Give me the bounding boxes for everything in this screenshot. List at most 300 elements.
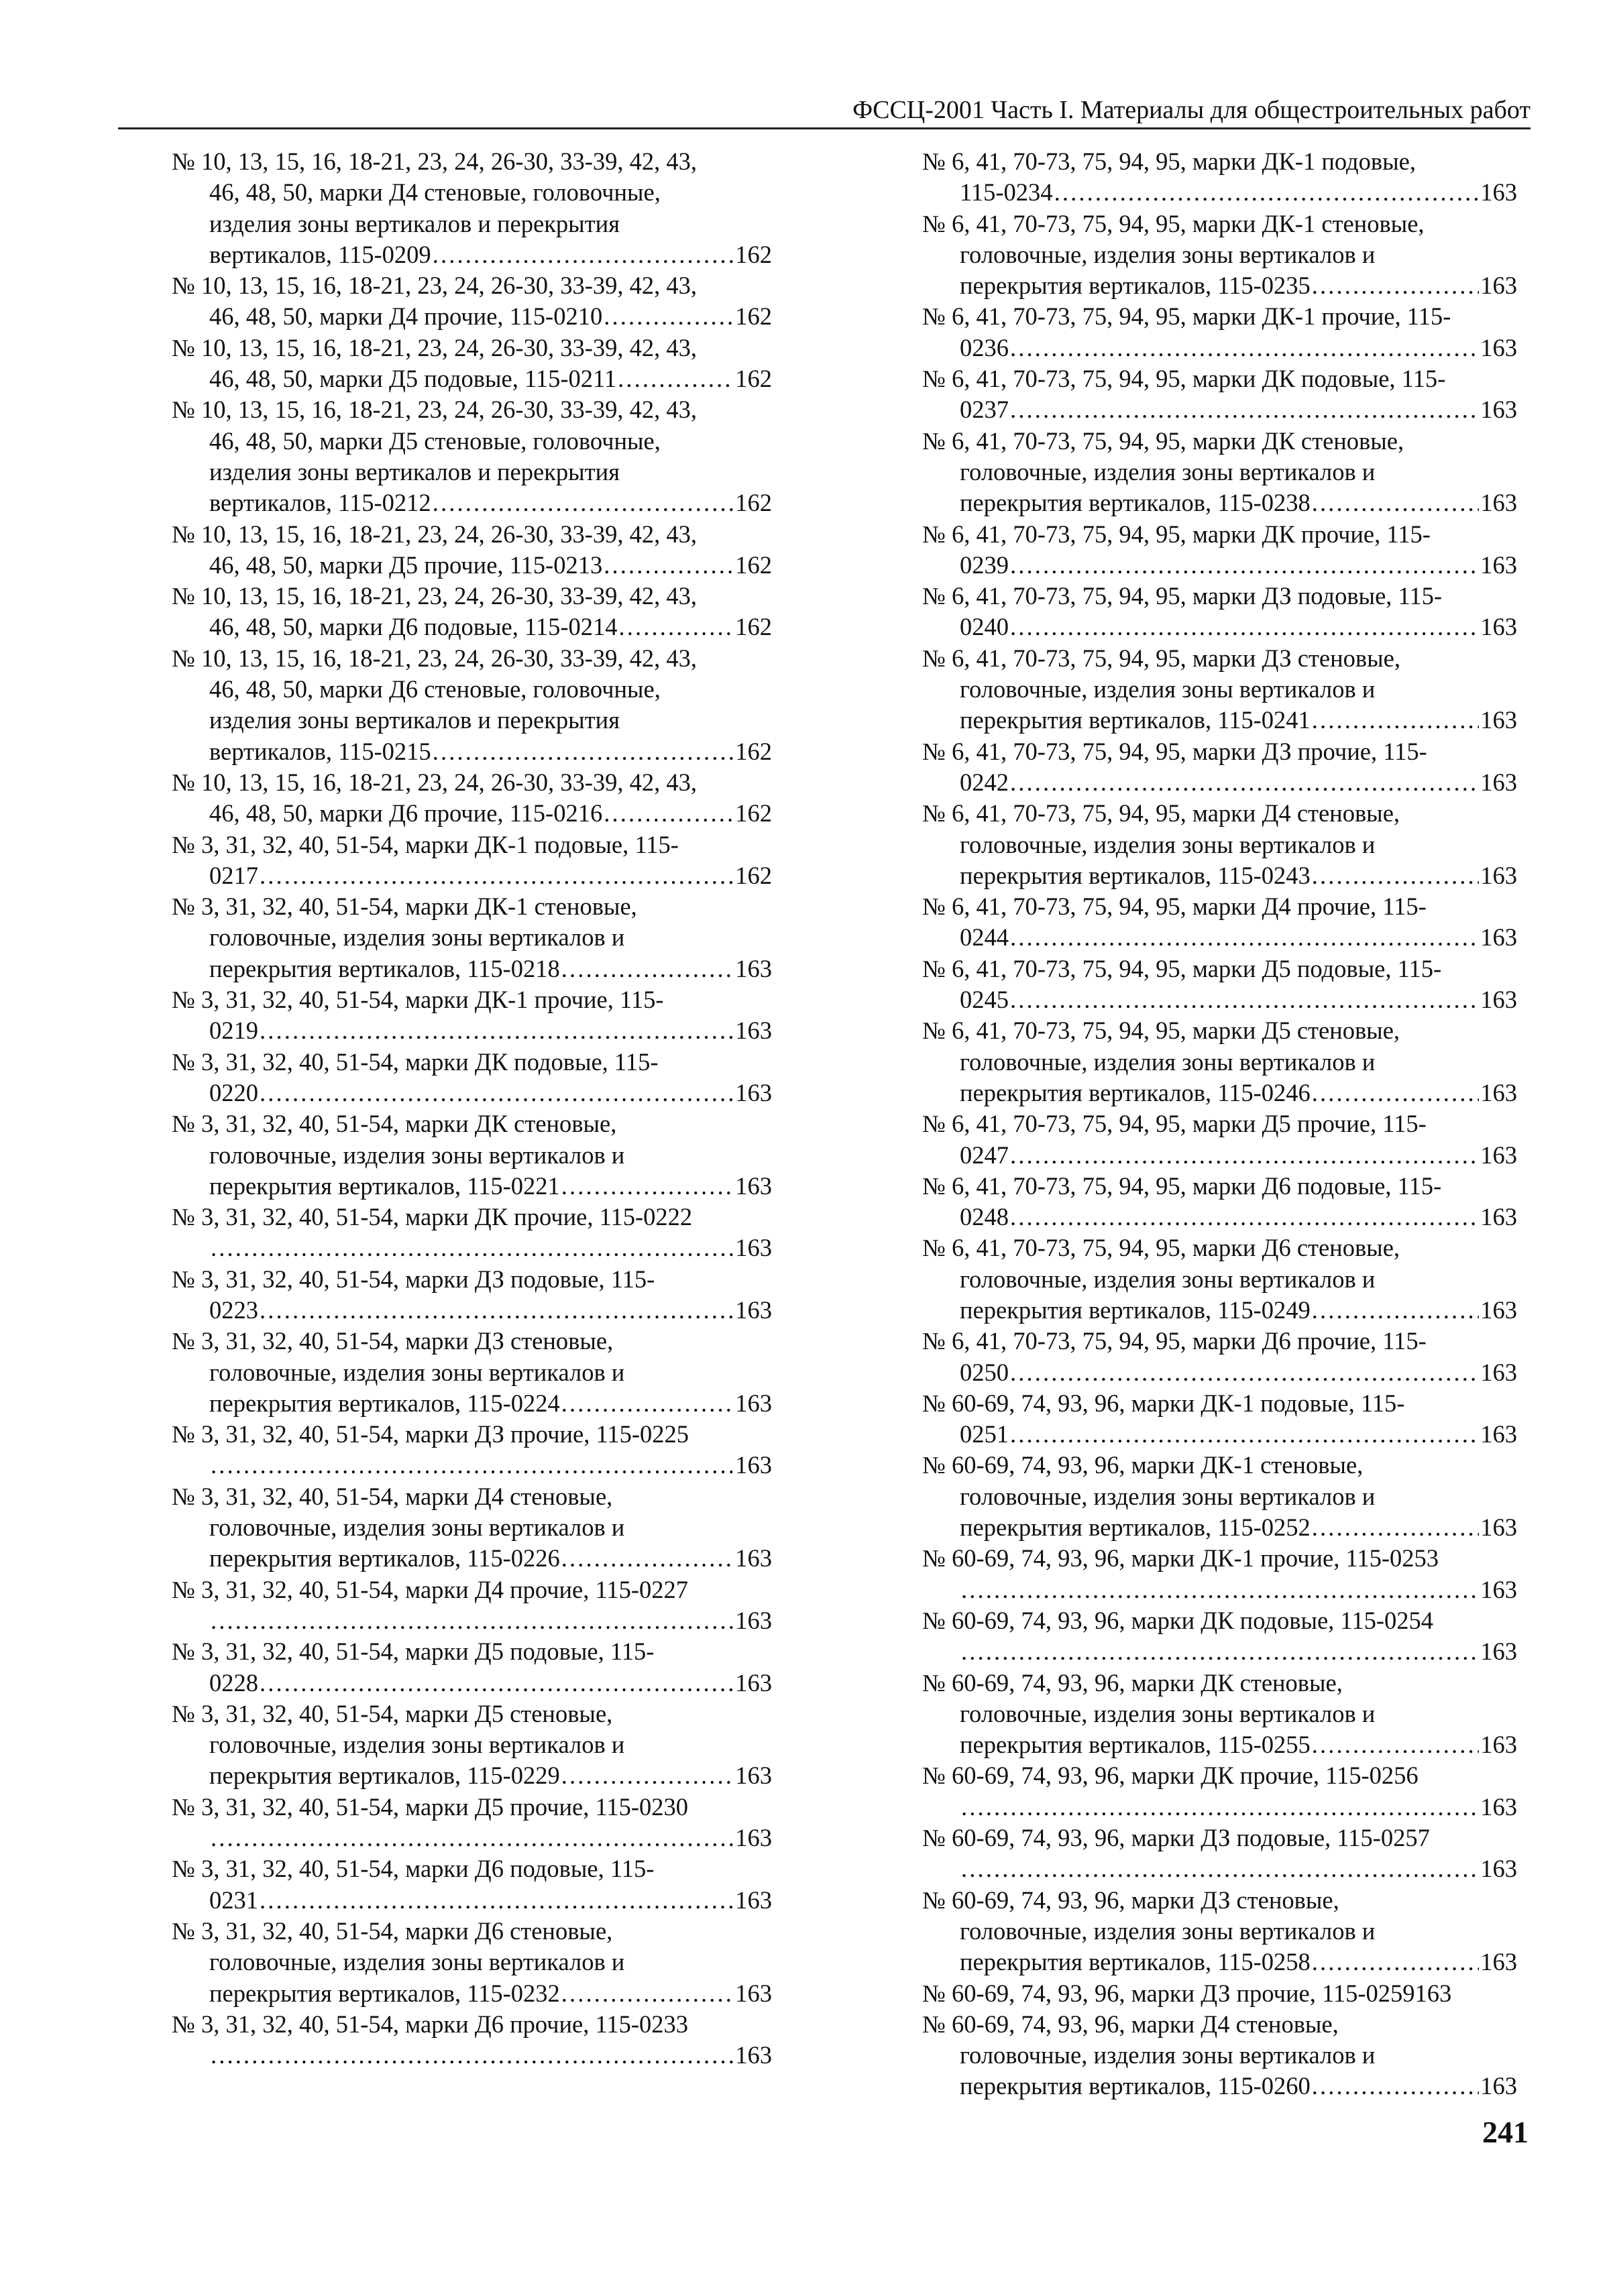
leader-dots <box>1010 394 1479 425</box>
leader-dots <box>211 1232 734 1263</box>
leader-dots <box>433 736 734 767</box>
entry-leader-line <box>172 487 772 518</box>
entry-leader-line <box>172 1232 772 1263</box>
entry-leader-line <box>922 177 1517 208</box>
index-entry <box>922 1823 1517 1885</box>
entry-text-tail: перекрытия вертикалов, 115-0226 <box>209 1544 560 1572</box>
entry-leader-line <box>922 612 1517 642</box>
entry-text-line: № 3, 31, 32, 40, 51-54, марки ДК-1 прочие, 115- <box>172 986 664 1014</box>
entry-text-tail: перекрытия вертикалов, 115-0224 <box>209 1389 560 1417</box>
entry-page-ref: 163 <box>1480 1203 1517 1231</box>
entry-page-ref: 162 <box>735 489 772 517</box>
entry-text-tail: вертикалов, 115-0209 <box>209 240 431 268</box>
entry-text-line: головочные, изделия зоны вертикалов и <box>209 1731 625 1759</box>
entry-leader-line <box>172 736 772 767</box>
index-entry <box>922 643 1517 736</box>
entry-page-ref: 163 <box>735 1668 772 1697</box>
entry-page-ref: 163 <box>1480 333 1517 361</box>
entry-text-tail: 0248 <box>960 1203 1009 1231</box>
entry-text-tail: перекрытия вертикалов, 115-0243 <box>960 861 1311 889</box>
leader-dots <box>1312 860 1479 891</box>
entry-text-tail: перекрытия вертикалов, 115-0255 <box>960 1731 1311 1759</box>
entry-text-tail: 0244 <box>960 923 1009 952</box>
entry-leader-line <box>172 798 772 829</box>
entry-text-tail: перекрытия вертикалов, 115-0221 <box>209 1171 560 1200</box>
entry-leader-line <box>172 1978 772 2009</box>
entry-text-tail: 0231 <box>209 1886 258 1914</box>
entry-page-ref: 163 <box>735 1017 772 1045</box>
entry-page-ref: 162 <box>735 861 772 889</box>
leader-dots <box>1312 1295 1479 1326</box>
entry-page-ref: 163 <box>1480 272 1517 300</box>
entry-page-ref: 163 <box>1480 1575 1517 1603</box>
entry-text-line: головочные, изделия зоны вертикалов и <box>209 1358 625 1386</box>
entry-text-tail: 0228 <box>209 1668 258 1697</box>
entry-leader-line <box>922 1729 1517 1760</box>
entry-text-line: № 6, 41, 70-73, 75, 94, 95, марки Д4 стеновые, <box>922 799 1400 827</box>
entry-text-line: № 10, 13, 15, 16, 18-21, 23, 24, 26-30, 33-39, 42, 43, <box>172 644 698 672</box>
leader-dots <box>604 301 734 332</box>
entry-page-ref: 163 <box>1480 396 1517 424</box>
index-entry <box>172 519 772 581</box>
leader-dots <box>604 550 734 581</box>
leader-dots <box>211 1450 734 1481</box>
index-entry <box>922 1605 1517 1668</box>
entry-text-line: № 3, 31, 32, 40, 51-54, марки ДЗ стеновые, <box>172 1327 614 1355</box>
index-entry <box>172 1916 772 2009</box>
entry-text-tail: 46, 48, 50, марки Д4 прочие, 115-0210 <box>209 302 603 331</box>
entry-text-tail: 0250 <box>960 1358 1009 1386</box>
entry-leader-line <box>922 1792 1517 1823</box>
entry-page-ref: 162 <box>735 799 772 827</box>
entry-leader-line <box>172 363 772 394</box>
entry-text-line: № 6, 41, 70-73, 75, 94, 95, марки ДК подовые, 115- <box>922 365 1446 393</box>
index-entry <box>172 767 772 829</box>
index-entry <box>922 2009 1517 2102</box>
entry-text-tail: 46, 48, 50, марки Д5 подовые, 115-0211 <box>209 365 617 393</box>
entry-text-tail: 0242 <box>960 768 1009 796</box>
index-entry <box>172 333 772 395</box>
index-entry <box>172 394 772 518</box>
entry-text-line: № 3, 31, 32, 40, 51-54, марки Д5 прочие, 115-0230 <box>172 1792 689 1821</box>
entry-page-ref: 163 <box>1480 1731 1517 1759</box>
page-number: 241 <box>1482 2115 1529 2149</box>
entry-leader-line <box>172 550 772 581</box>
leader-dots <box>561 1171 734 1202</box>
entry-leader-line <box>922 1947 1517 1977</box>
index-entry <box>922 581 1517 643</box>
entry-page-ref: 163 <box>735 1451 772 1479</box>
entry-leader-line <box>172 1543 772 1574</box>
leader-dots <box>561 1978 734 2009</box>
leader-dots <box>1312 1078 1479 1108</box>
entry-text-tail: перекрытия вертикалов, 115-0246 <box>960 1078 1311 1106</box>
index-entry <box>172 643 772 767</box>
entry-text-tail: 0237 <box>960 396 1009 424</box>
entry-text-tail: 0239 <box>960 551 1009 579</box>
entry-page-ref: 163 <box>735 1171 772 1200</box>
entry-text-line: головочные, изделия зоны вертикалов и <box>960 1699 1376 1727</box>
leader-dots <box>1312 1947 1479 1977</box>
entry-text-line: № 3, 31, 32, 40, 51-54, марки ДЗ прочие, 115-0225 <box>172 1420 689 1448</box>
entry-text-tail: 0223 <box>209 1296 258 1324</box>
leader-dots <box>1312 270 1479 301</box>
entry-leader-line <box>922 1853 1517 1884</box>
entry-leader-line <box>922 1574 1517 1605</box>
entry-text-line: № 6, 41, 70-73, 75, 94, 95, марки ДК-1 стеновые, <box>922 209 1425 237</box>
entry-text-line: № 6, 41, 70-73, 75, 94, 95, марки Д6 подовые, 115- <box>922 1171 1442 1200</box>
entry-leader-line <box>922 1419 1517 1450</box>
leader-dots <box>260 1078 734 1108</box>
leader-dots <box>1312 1512 1479 1543</box>
entry-leader-line <box>922 1636 1517 1667</box>
entry-text-tail: 46, 48, 50, марки Д6 прочие, 115-0216 <box>209 799 603 827</box>
entry-page-ref: 163 <box>735 1544 772 1572</box>
entry-text-line: головочные, изделия зоны вертикалов и <box>209 1948 625 1976</box>
entry-page-ref: 163 <box>1480 489 1517 517</box>
index-entry <box>922 363 1517 426</box>
entry-text-line: № 3, 31, 32, 40, 51-54, марки Д4 прочие, 115-0227 <box>172 1575 689 1603</box>
index-entry <box>922 1108 1517 1171</box>
leader-dots <box>961 1636 1479 1667</box>
leader-dots <box>1312 705 1479 736</box>
index-entry <box>922 1668 1517 1761</box>
entry-text-tail: 46, 48, 50, марки Д5 прочие, 115-0213 <box>209 551 603 579</box>
leader-dots <box>1010 550 1479 581</box>
leader-dots <box>1010 1202 1479 1232</box>
entry-text-tail: 0219 <box>209 1017 258 1045</box>
entry-page-ref: 163 <box>1480 768 1517 796</box>
entry-text-line: головочные, изделия зоны вертикалов и <box>960 240 1376 268</box>
index-entry <box>922 1015 1517 1108</box>
entry-leader-line <box>922 984 1517 1015</box>
index-entry <box>922 1232 1517 1326</box>
entry-leader-line <box>172 1605 772 1636</box>
leader-dots <box>961 1792 1479 1823</box>
index-entry <box>922 209 1517 302</box>
leader-dots <box>961 1574 1479 1605</box>
entry-leader-line <box>172 1388 772 1419</box>
entry-text-line: головочные, изделия зоны вертикалов и <box>960 675 1376 703</box>
leader-dots <box>619 612 734 642</box>
entry-leader-line <box>172 1885 772 1916</box>
entry-leader-line <box>172 301 772 332</box>
entry-leader-line <box>172 1295 772 1326</box>
entry-leader-line <box>172 612 772 642</box>
index-entry <box>922 1543 1517 1605</box>
entry-leader-line <box>922 270 1517 301</box>
leader-dots <box>260 1015 734 1046</box>
entry-text-tail: перекрытия вертикалов, 115-0252 <box>960 1513 1311 1542</box>
entry-text-line: № 6, 41, 70-73, 75, 94, 95, марки Д4 прочие, 115- <box>922 893 1427 921</box>
leader-dots <box>1010 1419 1479 1450</box>
entry-text-line: № 3, 31, 32, 40, 51-54, марки ДК стеновые, <box>172 1110 617 1138</box>
entry-text-line: № 10, 13, 15, 16, 18-21, 23, 24, 26-30, 33-39, 42, 43, <box>172 272 698 300</box>
index-entry <box>922 798 1517 891</box>
entry-page-ref: 162 <box>735 613 772 641</box>
index-entry <box>172 2009 772 2071</box>
entry-text-tail: вертикалов, 115-0212 <box>209 489 431 517</box>
index-entry <box>922 426 1517 519</box>
entry-leader-line <box>172 1823 772 1853</box>
leader-dots <box>1010 984 1479 1015</box>
entry-page-ref: 163 <box>735 1296 772 1324</box>
entry-leader-line <box>922 767 1517 798</box>
entry-page-ref: 163 <box>1480 1855 1517 1883</box>
entry-page-ref: 163 <box>735 1886 772 1914</box>
index-entry <box>172 1108 772 1202</box>
entry-page-ref: 162 <box>735 240 772 268</box>
entry-text-line: № 6, 41, 70-73, 75, 94, 95, марки Д6 стеновые, <box>922 1234 1400 1262</box>
entry-text-line: № 10, 13, 15, 16, 18-21, 23, 24, 26-30, 33-39, 42, 43, <box>172 333 698 361</box>
entry-text-tail: перекрытия вертикалов, 115-0249 <box>960 1296 1311 1324</box>
entry-text-tail: перекрытия вертикалов, 115-0229 <box>209 1762 560 1790</box>
entry-text-line: № 60-69, 74, 93, 96, марки ДК-1 подовые, 115- <box>922 1389 1405 1417</box>
entry-page-ref: 163 <box>1480 706 1517 734</box>
index-entry <box>922 954 1517 1016</box>
entry-text-line: № 6, 41, 70-73, 75, 94, 95, марки ДК-1 прочие, 115- <box>922 302 1451 331</box>
entry-page-ref: 163 <box>1480 1296 1517 1324</box>
leader-dots <box>1312 2071 1479 2102</box>
entry-page-ref: 163 <box>1480 923 1517 952</box>
entry-page-ref: 163 <box>735 2041 772 2069</box>
leader-dots <box>211 1823 734 1853</box>
entry-leader-line <box>172 1760 772 1791</box>
entry-text-line: головочные, изделия зоны вертикалов и <box>960 1047 1376 1076</box>
entry-text-line: № 60-69, 74, 93, 96, марки ДК-1 прочие, 115-0253 <box>922 1544 1439 1572</box>
entry-leader-line <box>172 239 772 270</box>
entry-page-ref: 163 <box>1480 1792 1517 1821</box>
running-header <box>118 93 1531 129</box>
entry-text-line: № 3, 31, 32, 40, 51-54, марки ДК прочие, 115-0222 <box>172 1203 693 1231</box>
entry-text-line: № 3, 31, 32, 40, 51-54, марки ДК-1 подовые, 115- <box>172 830 679 858</box>
entry-page-ref: 163 <box>1480 1948 1517 1976</box>
entry-text-line: № 6, 41, 70-73, 75, 94, 95, марки Д6 прочие, 115- <box>922 1327 1427 1355</box>
entry-text-line: № 10, 13, 15, 16, 18-21, 23, 24, 26-30, 33-39, 42, 43, <box>172 148 698 175</box>
index-entry <box>172 1326 772 1419</box>
leader-dots <box>433 487 734 518</box>
entry-leader-line <box>172 1015 772 1046</box>
index-entry <box>172 1853 772 1916</box>
index-entry <box>922 1171 1517 1233</box>
entry-text-line: № 6, 41, 70-73, 75, 94, 95, марки Д5 прочие, 115- <box>922 1110 1427 1138</box>
index-entry <box>922 736 1517 799</box>
entry-leader-line <box>922 487 1517 518</box>
entry-leader-line <box>922 1295 1517 1326</box>
entry-text-line: № 3, 31, 32, 40, 51-54, марки ДК-1 стеновые, <box>172 893 637 921</box>
entry-text-line: головочные, изделия зоны вертикалов и <box>960 830 1376 858</box>
entry-text-tail: № 60-69, 74, 93, 96, марки ДЗ прочие, 115-0259 <box>922 1979 1415 2007</box>
entry-page-ref: 163 <box>735 1234 772 1262</box>
entry-text-line: № 10, 13, 15, 16, 18-21, 23, 24, 26-30, 33-39, 42, 43, <box>172 582 698 610</box>
entry-text-tail: 46, 48, 50, марки Д6 подовые, 115-0214 <box>209 613 618 641</box>
index-entry <box>172 984 772 1047</box>
entry-text-line: № 6, 41, 70-73, 75, 94, 95, марки ДК стеновые, <box>922 426 1404 455</box>
entry-leader-line <box>172 2040 772 2071</box>
entry-text-line: головочные, изделия зоны вертикалов и <box>209 1513 625 1542</box>
index-entry <box>922 891 1517 954</box>
index-entry <box>172 1047 772 1109</box>
index-entry <box>172 829 772 892</box>
entry-text-line: № 10, 13, 15, 16, 18-21, 23, 24, 26-30, 33-39, 42, 43, <box>172 520 698 548</box>
entry-text-line: изделия зоны вертикалов и перекрытия <box>209 706 620 734</box>
entry-leader-line <box>172 1450 772 1481</box>
leader-dots <box>618 363 734 394</box>
entry-text-line: головочные, изделия зоны вертикалов и <box>960 1482 1376 1510</box>
entry-page-ref: 163 <box>1480 1141 1517 1169</box>
entry-leader-line <box>922 394 1517 425</box>
entry-text-line: головочные, изделия зоны вертикалов и <box>209 1141 625 1169</box>
entry-page-ref: 162 <box>735 365 772 393</box>
entry-page-ref: 162 <box>735 737 772 765</box>
index-column-left <box>172 146 772 2071</box>
leader-dots <box>961 1853 1479 1884</box>
entry-leader-line <box>922 1202 1517 1232</box>
index-entry <box>922 1885 1517 1978</box>
entry-leader-line <box>922 550 1517 581</box>
index-entry <box>172 1202 772 1264</box>
entry-text-line: № 3, 31, 32, 40, 51-54, марки ДК подовые, 115- <box>172 1047 659 1076</box>
entry-text-line: № 6, 41, 70-73, 75, 94, 95, марки ДК-1 подовые, <box>922 148 1416 175</box>
entry-text-tail: 115-0234 <box>960 178 1053 207</box>
leader-dots <box>604 798 734 829</box>
leader-dots <box>433 239 734 270</box>
leader-dots <box>211 1605 734 1636</box>
entry-text-line: № 6, 41, 70-73, 75, 94, 95, марки Д5 стеновые, <box>922 1017 1400 1045</box>
entry-text-line: № 3, 31, 32, 40, 51-54, марки Д6 стеновые, <box>172 1916 613 1945</box>
index-entry <box>922 1326 1517 1388</box>
leader-dots <box>561 954 734 984</box>
index-entry <box>172 270 772 333</box>
entry-text-line: № 3, 31, 32, 40, 51-54, марки Д6 прочие, 115-0233 <box>172 2010 689 2038</box>
entry-text-line: № 3, 31, 32, 40, 51-54, марки Д5 подовые, 115- <box>172 1638 655 1666</box>
entry-leader-line <box>922 1078 1517 1108</box>
entry-page-ref: 163 <box>1480 861 1517 889</box>
entry-text-line: № 3, 31, 32, 40, 51-54, марки ДЗ подовые, 115- <box>172 1265 655 1293</box>
leader-dots <box>1010 612 1479 642</box>
entry-text-line: № 10, 13, 15, 16, 18-21, 23, 24, 26-30, 33-39, 42, 43, <box>172 396 698 424</box>
entry-leader-line <box>922 705 1517 736</box>
entry-leader-line <box>172 1171 772 1202</box>
entry-page-ref: 163 <box>1480 613 1517 641</box>
entry-leader-line <box>172 860 772 891</box>
leader-dots <box>1010 922 1479 953</box>
leader-dots <box>260 860 734 891</box>
leader-dots <box>260 1885 734 1916</box>
entry-page-ref: 163 <box>1480 1638 1517 1666</box>
entry-page-ref: 163 <box>1480 1420 1517 1448</box>
entry-text-line: головочные, изделия зоны вертикалов и <box>960 457 1376 485</box>
index-entry <box>922 1450 1517 1543</box>
entry-text-tail: вертикалов, 115-0215 <box>209 737 431 765</box>
entry-text-line: № 3, 31, 32, 40, 51-54, марки Д5 стеновые, <box>172 1699 613 1727</box>
entry-text-line: головочные, изделия зоны вертикалов и <box>209 923 625 952</box>
entry-leader-line <box>922 860 1517 891</box>
entry-text-tail: 0220 <box>209 1078 258 1106</box>
entry-text-tail: перекрытия вертикалов, 115-0235 <box>960 272 1311 300</box>
entry-text-line: головочные, изделия зоны вертикалов и <box>960 1265 1376 1293</box>
entry-text-tail: перекрытия вертикалов, 115-0238 <box>960 489 1311 517</box>
entry-leader-line <box>922 922 1517 953</box>
leader-dots <box>1010 333 1479 363</box>
entry-leader-line <box>172 954 772 984</box>
index-entry <box>922 146 1517 209</box>
leader-dots <box>561 1388 734 1419</box>
entry-page-ref: 163 <box>1480 1078 1517 1106</box>
index-entry <box>172 1636 772 1699</box>
entry-leader-line <box>922 1357 1517 1388</box>
entry-text-line: 46, 48, 50, марки Д6 стеновые, головочные, <box>209 675 661 703</box>
leader-dots <box>1010 1357 1479 1388</box>
entry-page-ref: 163 <box>1414 1979 1452 2007</box>
entry-leader-line <box>172 1078 772 1108</box>
entry-text-line: № 60-69, 74, 93, 96, марки ДК прочие, 115-0256 <box>922 1762 1419 1790</box>
leader-dots <box>1010 767 1479 798</box>
entry-page-ref: 163 <box>1480 551 1517 579</box>
index-entry <box>172 1419 772 1481</box>
index-entry <box>922 519 1517 581</box>
entry-page-ref: 162 <box>735 551 772 579</box>
leader-dots <box>1010 1140 1479 1171</box>
leader-dots <box>211 2040 734 2071</box>
entry-text-line: № 60-69, 74, 93, 96, марки Д4 стеновые, <box>922 2010 1339 2038</box>
entry-text-tail: перекрытия вертикалов, 115-0260 <box>960 2072 1311 2100</box>
entry-text-tail: 0247 <box>960 1141 1009 1169</box>
entry-text-line: № 3, 31, 32, 40, 51-54, марки Д4 стеновые, <box>172 1482 613 1510</box>
entry-leader-line <box>172 1668 772 1699</box>
index-entry <box>172 1264 772 1326</box>
entry-text-line: № 60-69, 74, 93, 96, марки ДК подовые, 115-0254 <box>922 1606 1433 1634</box>
entry-leader-line <box>922 1512 1517 1543</box>
entry-text-line: № 10, 13, 15, 16, 18-21, 23, 24, 26-30, 33-39, 42, 43, <box>172 768 698 796</box>
entry-text-line: № 6, 41, 70-73, 75, 94, 95, марки ДЗ подовые, 115- <box>922 582 1443 610</box>
leader-dots <box>561 1760 734 1791</box>
entry-text-line: № 6, 41, 70-73, 75, 94, 95, марки ДК прочие, 115- <box>922 520 1431 548</box>
entry-text-line: изделия зоны вертикалов и перекрытия <box>209 457 620 485</box>
entry-text-line: № 3, 31, 32, 40, 51-54, марки Д6 подовые, 115- <box>172 1855 655 1883</box>
index-entry <box>172 146 772 270</box>
entry-page-ref: 163 <box>735 1824 772 1852</box>
index-entry <box>922 1388 1517 1450</box>
leader-dots <box>1312 1729 1479 1760</box>
entry-text-tail: перекрытия вертикалов, 115-0232 <box>209 1979 560 2007</box>
entry-text-line: 46, 48, 50, марки Д4 стеновые, головочные, <box>209 178 661 207</box>
entry-text-tail: 0240 <box>960 613 1009 641</box>
index-entry <box>172 1699 772 1792</box>
entry-page-ref: 163 <box>735 1762 772 1790</box>
entry-page-ref: 163 <box>1480 178 1517 207</box>
index-entry <box>922 1978 1517 2009</box>
index-entry <box>922 1760 1517 1823</box>
entry-text-line: № 60-69, 74, 93, 96, марки ДЗ стеновые, <box>922 1886 1339 1914</box>
entry-text-line: № 6, 41, 70-73, 75, 94, 95, марки ДЗ прочие, 115- <box>922 737 1427 765</box>
entry-text-line: № 6, 41, 70-73, 75, 94, 95, марки ДЗ стеновые, <box>922 644 1400 672</box>
entry-page-ref: 162 <box>735 302 772 331</box>
leader-dots <box>260 1668 734 1699</box>
index-entry <box>172 1481 772 1574</box>
entry-text-line: № 60-69, 74, 93, 96, марки ДК стеновые, <box>922 1668 1343 1697</box>
entry-page-ref: 163 <box>735 1389 772 1417</box>
entry-page-ref: 163 <box>1480 1513 1517 1542</box>
entry-page-ref: 163 <box>735 1606 772 1634</box>
entry-text-line: изделия зоны вертикалов и перекрытия <box>209 209 620 237</box>
entry-page-ref: 163 <box>735 1979 772 2007</box>
entry-text-tail: 0251 <box>960 1420 1009 1448</box>
entry-leader-line <box>922 1140 1517 1171</box>
leader-dots <box>1054 177 1480 208</box>
leader-dots <box>561 1543 734 1574</box>
entry-text-line: № 60-69, 74, 93, 96, марки ДК-1 стеновые, <box>922 1451 1364 1479</box>
